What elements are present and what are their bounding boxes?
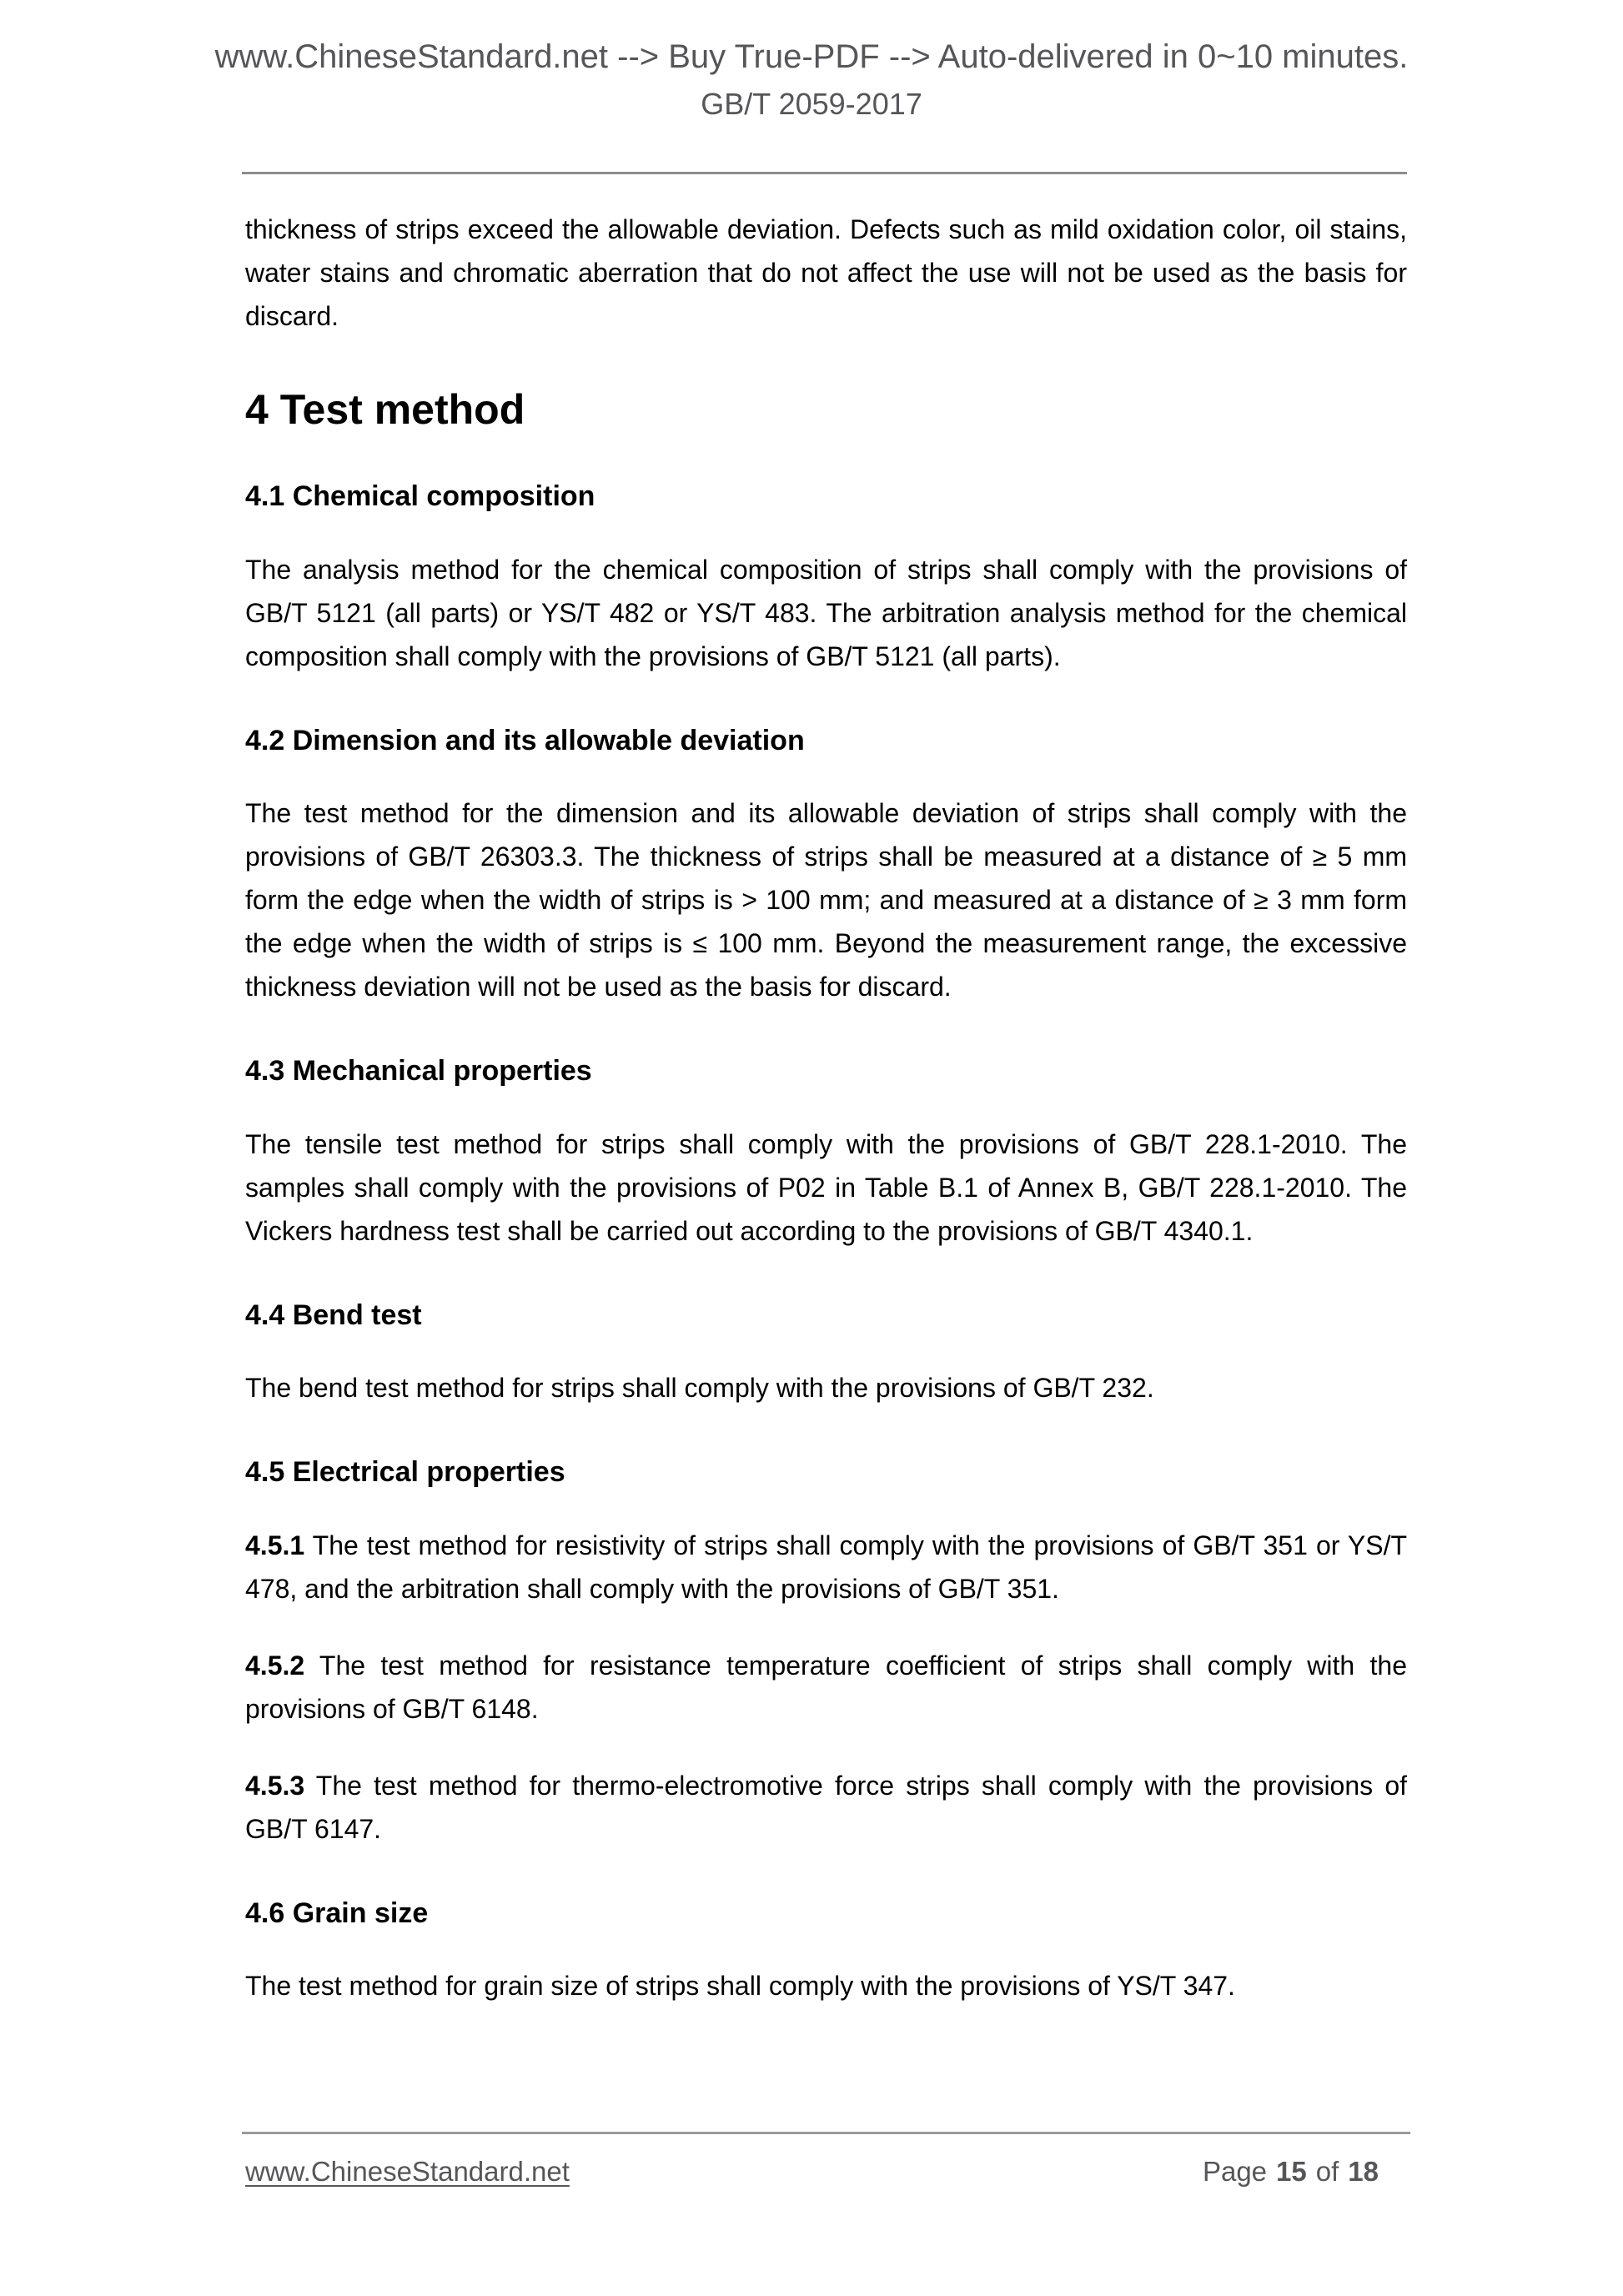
footer-page-info (1203, 2156, 1407, 2188)
section-43-paragraph: The tensile test method for strips shall comply with the provisions of GB/T 228.1-2010. The samples shall comply with the provisions of P02 in Table B.1 of Annex B, GB/T 228.1-2010. The Vickers hardness test shall be carried out according to the provisions of GB/T 4340.1. (245, 1128, 1407, 1246)
of-label: of (1315, 2156, 1339, 2187)
intro-paragraph: thickness of strips exceed the allowable deviation. Defects such as mild oxidation color, oil stains, water stains and chromatic aberration that do not affect the use will not be used as the basis for discard. (245, 214, 1407, 331)
clause-text-452: The test method for resistance temperature coefficient of strips shall comply with the provisions of GB/T 6148. (245, 1650, 1408, 1724)
page-content (245, 208, 1407, 2008)
page-footer (245, 2132, 1407, 2188)
header-divider (242, 172, 1407, 174)
page-current-number: 15 (1276, 2156, 1307, 2187)
section-41-heading: 4.1 Chemical composition (245, 480, 595, 513)
clause-number-452: 4.5.2 (245, 1650, 305, 1681)
footer-divider (242, 2132, 1410, 2134)
subsection-452-paragraph (245, 1644, 1407, 1731)
section-42-heading: 4.2 Dimension and its allowable deviation (245, 724, 805, 756)
subsection-451-paragraph (245, 1524, 1407, 1610)
clause-number-453: 4.5.3 (245, 1770, 305, 1801)
clause-number-451: 4.5.1 (245, 1530, 305, 1560)
section-44-heading: 4.4 Bend test (245, 1299, 422, 1331)
section-42-paragraph: The test method for the dimension and its allowable deviation of strips shall comply with the provisions of GB/T 26303.3. The thickness of strips shall be measured at a distance of ≥ 5 mm form the edge when the width of strips is > 100 mm; and measured at a distance of ≥ 3 mm form the edge when the width of strips is ≤ 100 mm. Beyond the measurement range, the excessive thickness deviation will not be used as the basis for discard. (245, 798, 1407, 1002)
clause-text-451: The test method for resistivity of strips shall comply with the provisions of GB/T 351 or YS/T 478, and the arbitration shall comply with the provisions of GB/T 351. (245, 1530, 1408, 1604)
doc-number: GB/T 2059-2017 (701, 87, 922, 121)
page-total-number: 18 (1348, 2156, 1379, 2187)
chapter-heading: 4 Test method (245, 385, 525, 433)
section-41-paragraph: The analysis method for the chemical composition of strips shall comply with the provisions of GB/T 5121 (all parts) or YS/T 482 or YS/T 483. The arbitration analysis method for the chemical composition shall comply with the provisions of GB/T 5121 (all parts). (245, 554, 1407, 671)
section-46-heading: 4.6 Grain size (245, 1897, 429, 1929)
subsection-453-paragraph (245, 1764, 1407, 1851)
clause-text-453: The test method for thermo-electromotive force strips shall comply with the provisions of GB/T 6147. (245, 1770, 1408, 1844)
section-44-paragraph: The bend test method for strips shall comply with the provisions of GB/T 232. (245, 1373, 1154, 1404)
section-43-heading: 4.3 Mechanical properties (245, 1055, 592, 1088)
section-45-heading: 4.5 Electrical properties (245, 1456, 565, 1489)
page-label: Page (1202, 2156, 1268, 2187)
section-46-paragraph: The test method for grain size of strips shall comply with the provisions of YS/T 347. (245, 1971, 1235, 2002)
footer-site-link[interactable]: www.ChineseStandard.net (245, 2156, 570, 2187)
header-banner: www.ChineseStandard.net --> Buy True-PDF --> Auto-delivered in 0~10 minutes. (214, 38, 1409, 75)
